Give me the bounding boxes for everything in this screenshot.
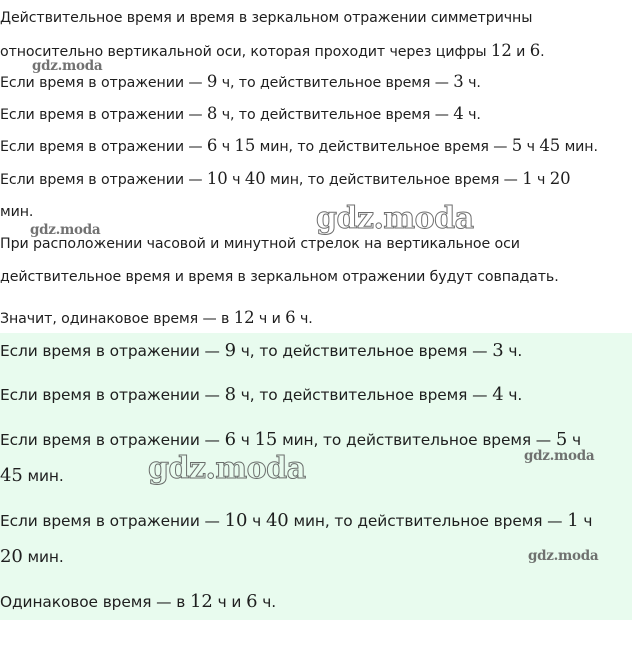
answer-vertical-axis-line-2: действительное время и время в зеркальном отражении будут совпадать. [0,269,559,285]
watermark-6: gdz.moda [528,548,599,564]
answer-conclusion: Значит, одинаковое время — в 12 ч и 6 ч. [0,308,313,327]
box-final: Одинаковое время — в 12 ч и 6 ч. [0,591,277,612]
answer-intro-line-1: Действительное время и время в зеркальном отражении симметричны [0,10,533,26]
box-row-9h: Если время в отражении — 9 ч, то действительное время — 3 ч. [0,340,523,361]
answer-box [0,333,632,620]
watermark-5: gdz.moda [524,448,595,464]
watermark-1: gdz.moda [32,58,103,74]
answer-intro-line-2: относительно вертикальной оси, которая проходит через цифры 12 и 6. [0,41,545,60]
box-row-10h40: Если время в отражении — 10 ч 40 мин, то действительное время — 1 ч [0,510,593,531]
answer-vertical-axis-line-1: При расположении часовой и минутной стрелок на вертикальное оси [0,236,520,252]
watermark-3: gdz.moda [316,201,474,236]
answer-row-10h40-cont: мин. [0,204,34,220]
answer-row-6h15: Если время в отражении — 6 ч 15 мин, то действительное время — 5 ч 45 мин. [0,136,598,155]
box-row-6h15-cont: 45 мин. [0,465,64,486]
watermark-2: gdz.moda [30,222,101,238]
answer-row-9h: Если время в отражении — 9 ч, то действительное время — 3 ч. [0,72,481,91]
answer-row-8h: Если время в отражении — 8 ч, то действительное время — 4 ч. [0,104,481,123]
box-row-6h15: Если время в отражении — 6 ч 15 мин, то действительное время — 5 ч [0,429,582,450]
box-row-8h: Если время в отражении — 8 ч, то действительное время — 4 ч. [0,384,523,405]
answer-row-10h40: Если время в отражении — 10 ч 40 мин, то действительное время — 1 ч 20 [0,169,571,188]
box-row-10h40-cont: 20 мин. [0,546,64,567]
watermark-4: gdz.moda [148,451,306,486]
